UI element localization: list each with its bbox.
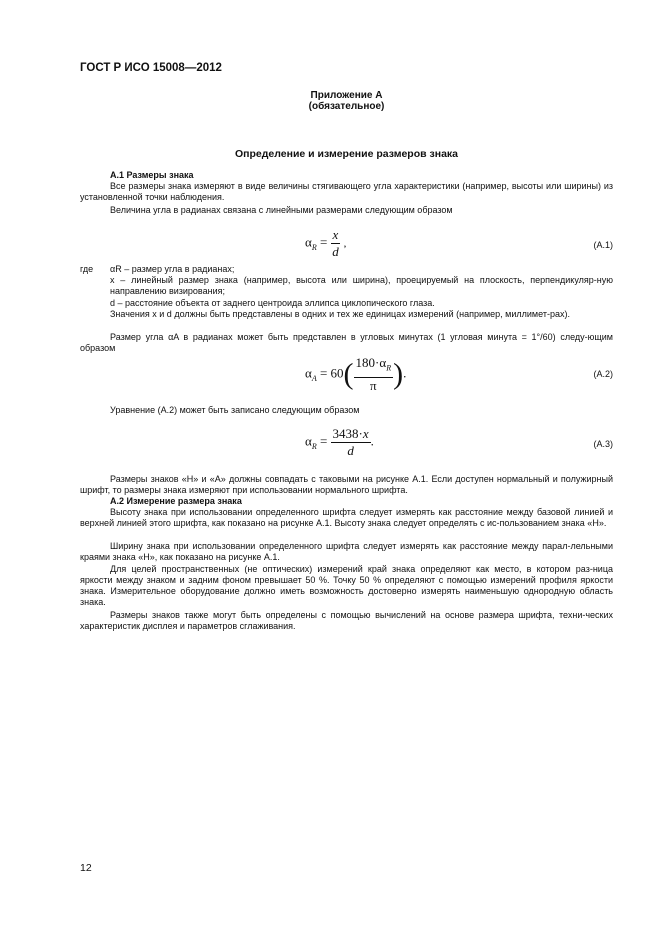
standard-header: ГОСТ Р ИСО 15008—2012 [80, 62, 222, 74]
definition-d: d – расстояние объекта от заднего центроида эллипса циклопического глаза. [110, 298, 435, 308]
definition-x: x – линейный размер знака (например, высота или ширина), проецируемый на плоскость, перпендикуляр-ную направлению визирования; [110, 275, 613, 296]
where-label: где [80, 264, 94, 274]
a2-paragraph-3: Для целей пространственных (не оптических) измерений край знака определяют как место, в котором раз-ница яркости между знаком и задним фоном превышает 50 %. Точку 50 % определяют с помощью измерений профиля яркости знака. Измерительное оборудование должно иметь возможность достоверно измерять наименьшую однородную область знака. [80, 564, 613, 607]
definition-alpha: αR – размер угла в радианах; [110, 264, 235, 274]
appendix-subtitle: (обязательное) [308, 101, 385, 112]
equation-a3: $\alpha_R$ = $\frac{3438\cdot x}{d}$ . [305, 426, 374, 458]
equation-a3-number: (А.3) [593, 439, 613, 449]
equation-a1-number: (А.1) [593, 240, 613, 250]
a2-paragraph-4: Размеры знаков также могут быть определены с помощью вычислений на основе размера шрифта, техни-ческих характеристик дисплея и параметров сглаживания. [80, 610, 613, 631]
a1-paragraph-6: Размеры знаков «Н» и «А» должны совпадать с таковыми на рисунке А.1. Если доступен нормальный и полужирный шрифт, то размеры знака измеряют при использовании нормального шрифта. [80, 474, 613, 495]
a1-paragraph-4: Размер угла αA в радианах может быть представлен в угловых минутах (1 угловая минута = 1°/60) следу-ющим образом [80, 332, 613, 353]
a1-paragraph-3: Значения x и d должны быть представлены в одних и тех же единицах измерений (например, миллимет-рах). [110, 309, 570, 319]
equation-a2: $\alpha_A = 60$( $\frac{180\cdot\alpha_R}{\pi}$ ). [305, 355, 407, 393]
a1-paragraph-1: Все размеры знака измеряют в виде величины стягивающего угла характеристики (например, высоты или ширины) из установленной точки наблюдения. [80, 181, 613, 202]
equation-a1: $\alpha_R$ = $\frac{x}{d}$ , [305, 227, 347, 259]
section-title: Определение и измерение размеров знака [234, 148, 459, 160]
a1-paragraph-2: Величина угла в радианах связана с линейными размерами следующим образом [110, 205, 453, 215]
a2-paragraph-1: Высоту знака при использовании определенного шрифта следует измерять как расстояние между базовой линией и верхней линией этого шрифта, как показано на рисунке А.1. Высоту знака следует определять с ис-пользованием знака «Н». [80, 507, 613, 528]
a2-paragraph-2: Ширину знака при использовании определенного шрифта следует измерять как расстояние между парал-лельными краями знака «Н», как показано на рисунке А.1. [80, 541, 613, 562]
equation-a2-number: (А.2) [593, 369, 613, 379]
a1-heading: А.1 Размеры знака [110, 170, 194, 180]
appendix-title: Приложение А [310, 90, 383, 101]
a1-paragraph-5: Уравнение (А.2) может быть записано следующим образом [110, 405, 360, 415]
a2-heading: А.2 Измерение размера знака [110, 496, 242, 506]
page-number: 12 [80, 862, 92, 874]
